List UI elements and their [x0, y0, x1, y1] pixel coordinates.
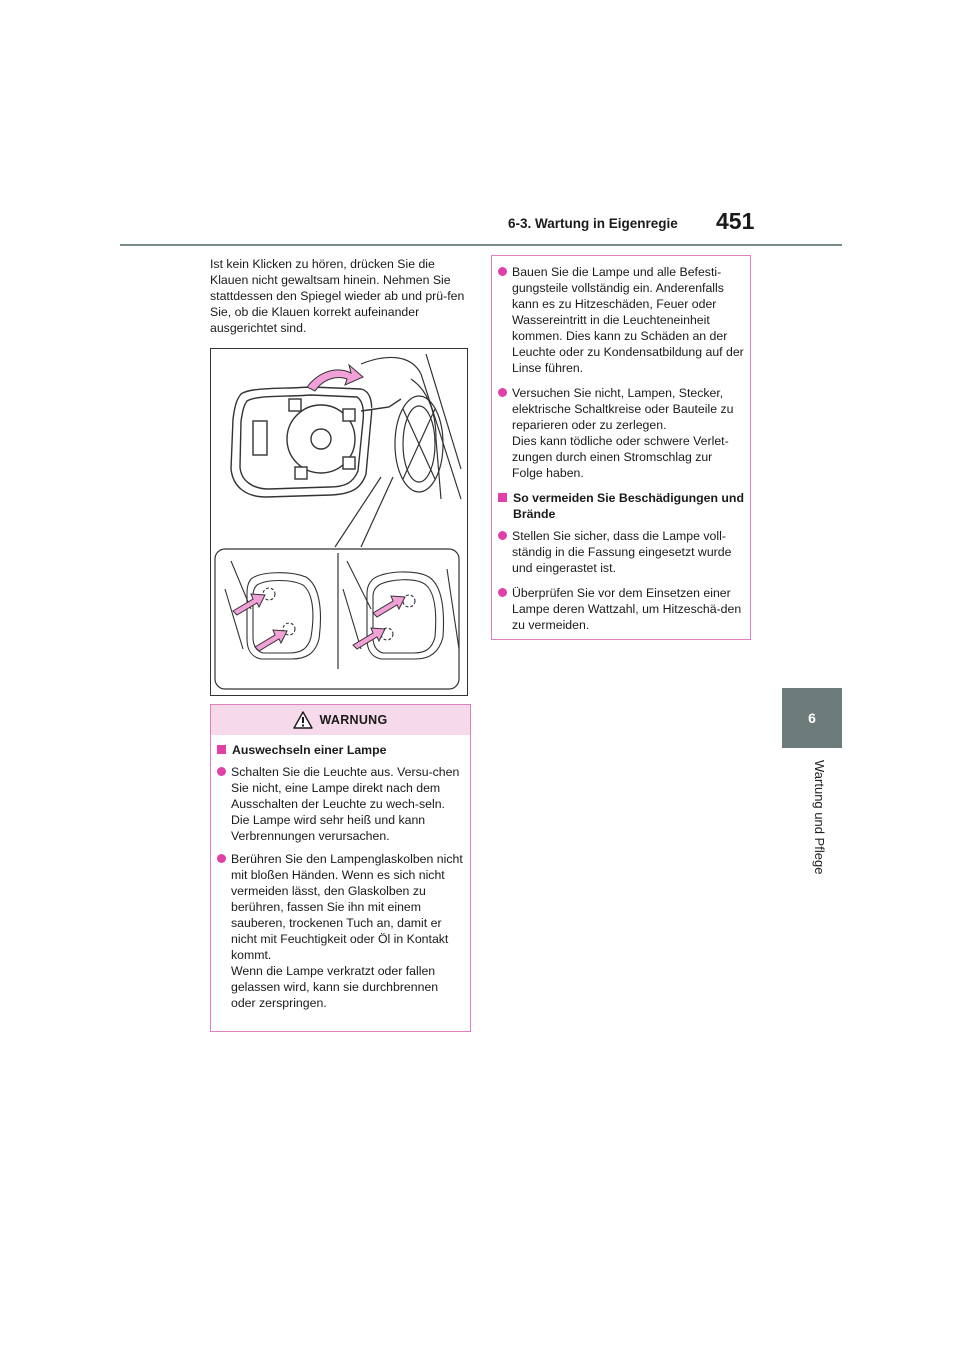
bullet-icon	[217, 854, 226, 863]
bullet-icon	[498, 588, 507, 597]
chapter-tab[interactable]	[782, 688, 842, 748]
list-item-text: Bauen Sie die Lampe und alle Befesti-gungsteile vollständig ein. Anderenfalls kann es zu Hitzeschäden, Feuer oder Wassereintritt in die Leuchteneinheit kommen. Dies kann zu Schäden an der Leuchte oder zu Kondensatbildung auf der Linse führen.	[512, 265, 744, 375]
damage-heading	[497, 490, 744, 522]
list-item-text: Schalten Sie die Leuchte aus. Versu-chen Sie nicht, eine Lampe direkt nach dem Ausschalten der Leuchte zu wech-seln. Die Lampe wird sehr heiß und kann Verbrennungen verursachen.	[231, 765, 460, 843]
mirror-housing	[231, 387, 401, 497]
mirror-illustration	[210, 348, 468, 696]
rotate-arrow-icon	[307, 365, 363, 391]
list-item-text: Versuchen Sie nicht, Lampen, Stecker, elektrische Schaltkreise oder Bauteile zu reparieren oder zu zerlegen. Dies kann tödliche oder schwere Verlet-zungen durch einen Stromschlag zur Folge haben.	[512, 386, 734, 480]
bullet-icon	[498, 267, 507, 276]
warning-triangle-icon	[293, 711, 313, 729]
header-rule	[120, 244, 842, 246]
section-title: 6-3. Wartung in Eigenregie	[508, 216, 678, 231]
square-bullet-icon	[498, 493, 507, 502]
list-item-text: Berühren Sie den Lampenglaskolben nicht mit bloßen Händen. Wenn es sich nicht vermeiden lässt, den Glaskolben zu berühren, fassen Sie ihn mit einem sauberen, trockenen Tuch an, damit er nicht mit Feuchtigkeit oder Öl in Kontakt kommt. Wenn die Lampe verkratzt oder fallen gelassen wird, kann sie durchbrennen oder zerspringen.	[231, 852, 463, 1010]
warning-continuation-content	[492, 256, 750, 633]
list-item-text: Stellen Sie sicher, dass die Lampe voll-ständig in die Fassung eingesetzt wurde und eingerastet ist.	[512, 529, 732, 575]
page-header	[0, 0, 960, 250]
chapter-label: Wartung und Pflege	[812, 760, 827, 875]
square-bullet-icon	[217, 745, 226, 754]
list-item	[216, 851, 464, 1011]
list-item-text: Überprüfen Sie vor dem Einsetzen einer Lampe deren Wattzahl, um Hitzeschä-den zu vermeiden.	[512, 586, 742, 632]
bullet-icon	[498, 388, 507, 397]
list-item	[216, 764, 464, 844]
mirror-base	[395, 396, 443, 492]
warning-title: WARNUNG	[319, 713, 388, 727]
chapter-number: 6	[808, 710, 816, 726]
list-item	[497, 585, 744, 633]
page-number: 451	[716, 208, 755, 234]
warning-heading	[216, 742, 464, 758]
warning-continuation-box	[491, 255, 751, 640]
bullet-icon	[498, 531, 507, 540]
mirror-drawing	[211, 349, 467, 695]
list-item	[497, 385, 744, 481]
damage-heading-text: So vermeiden Sie Beschädigungen und Brände	[513, 491, 744, 521]
intro-paragraph: Ist kein Klicken zu hören, drücken Sie die Klauen nicht gewaltsam hinein. Nehmen Sie stattdessen den Spiegel wieder ab und prü-fen Sie, ob die Klauen korrekt aufeinander ausgerichtet sind.	[210, 257, 465, 335]
bullet-icon	[217, 767, 226, 776]
warning-header	[211, 705, 470, 735]
list-item	[497, 264, 744, 376]
list-item	[497, 528, 744, 576]
warning-content	[211, 735, 470, 1011]
warning-heading-text: Auswechseln einer Lampe	[232, 743, 387, 757]
warning-box	[210, 704, 471, 1032]
